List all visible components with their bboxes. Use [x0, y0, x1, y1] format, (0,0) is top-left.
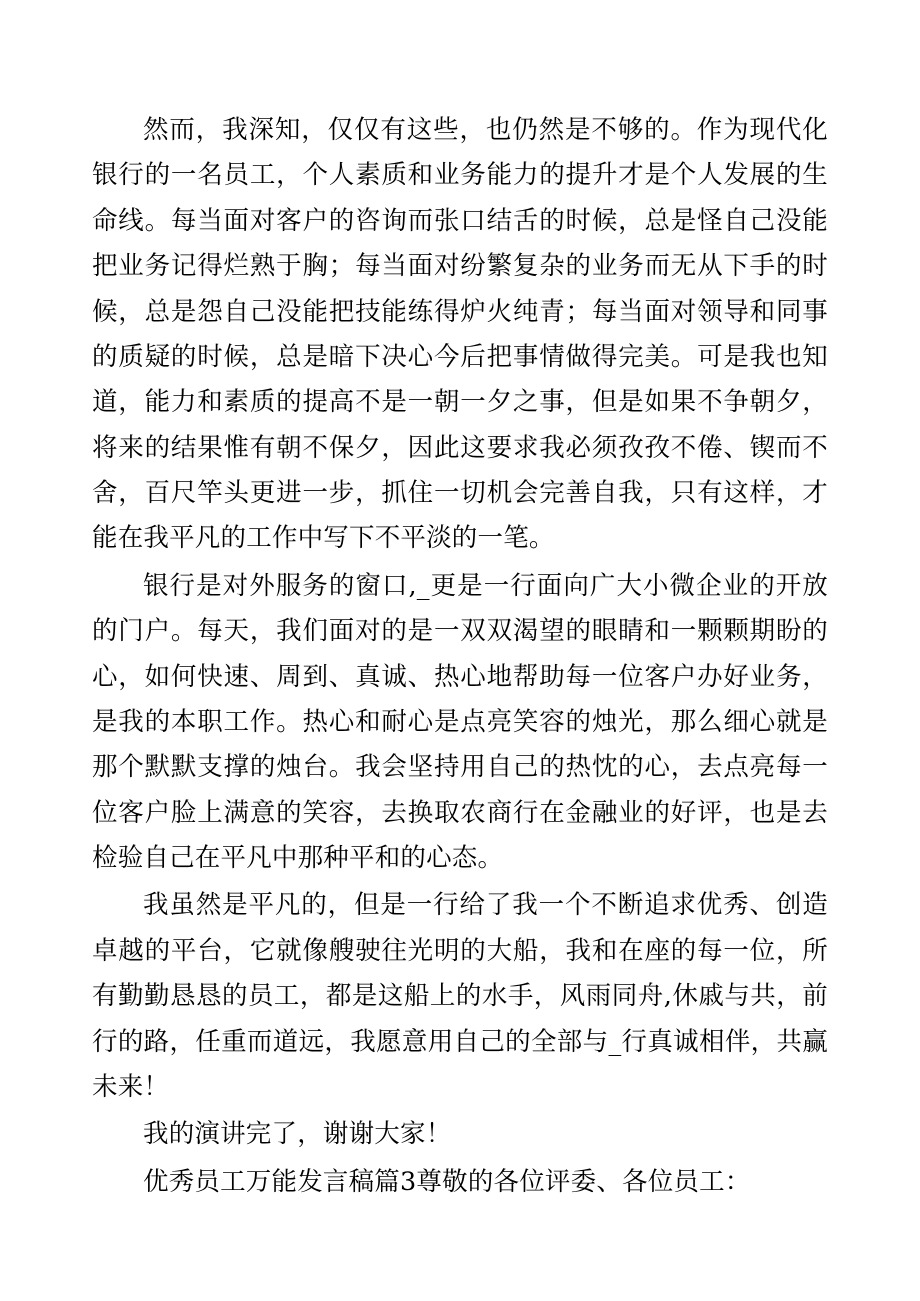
document-body: [92, 108, 828, 1205]
paragraph: 优秀员工万能发言稿篇3尊敬的各位评委、各位员工：: [143, 1166, 751, 1197]
paragraph: 银行是对外服务的窗口,_更是一行面向广大小微企业的开放的门户。每天，我们面对的是一双双渴望的眼睛和一颗颗期盼的心，如何快速、周到、真诚、热心地帮助每一位客户办好业务，是我的本职工作。热心和耐心是点亮笑容的烛光，那么细心就是那个默默支撑的烛台。我会坚持用自己的热忱的心，去点亮每一位客户脸上满意的笑容，去换取农商行在金融业的好评，也是去检验自己在平凡中那种平和的心态。: [92, 570, 828, 873]
paragraph: 然而，我深知，仅仅有这些，也仍然是不够的。作为现代化银行的一名员工，个人素质和业务能力的提升才是个人发展的生命线。每当面对客户的咨询而张口结舌的时候，总是怪自己没能把业务记得烂熟于胸；每当面对纷繁复杂的业务而无从下手的时候，总是怨自己没能把技能练得炉火纯青；每当面对领导和同事的质疑的时候，总是暗下决心今后把事情做得完美。可是我也知道，能力和素质的提高不是一朝一夕之事，但是如果不争朝夕，将来的结果惟有朝不保夕，因此这要求我必须孜孜不倦、锲而不舍，百尺竿头更进一步，抓住一切机会完善自我，只有这样，才能在我平凡的工作中写下不平淡的一笔。: [92, 115, 828, 554]
paragraph: 我的演讲完了，谢谢大家！: [143, 1119, 452, 1150]
paragraph: 我虽然是平凡的，但是一行给了我一个不断追求优秀、创造卓越的平台，它就像艘驶往光明的大船，我和在座的每一位，所有勤勤恳恳的员工，都是这船上的水手，风雨同舟,休戚与共，前行的路，任重而道远，我愿意用自己的全部与_行真诚相伴，共赢未来！: [92, 890, 828, 1102]
